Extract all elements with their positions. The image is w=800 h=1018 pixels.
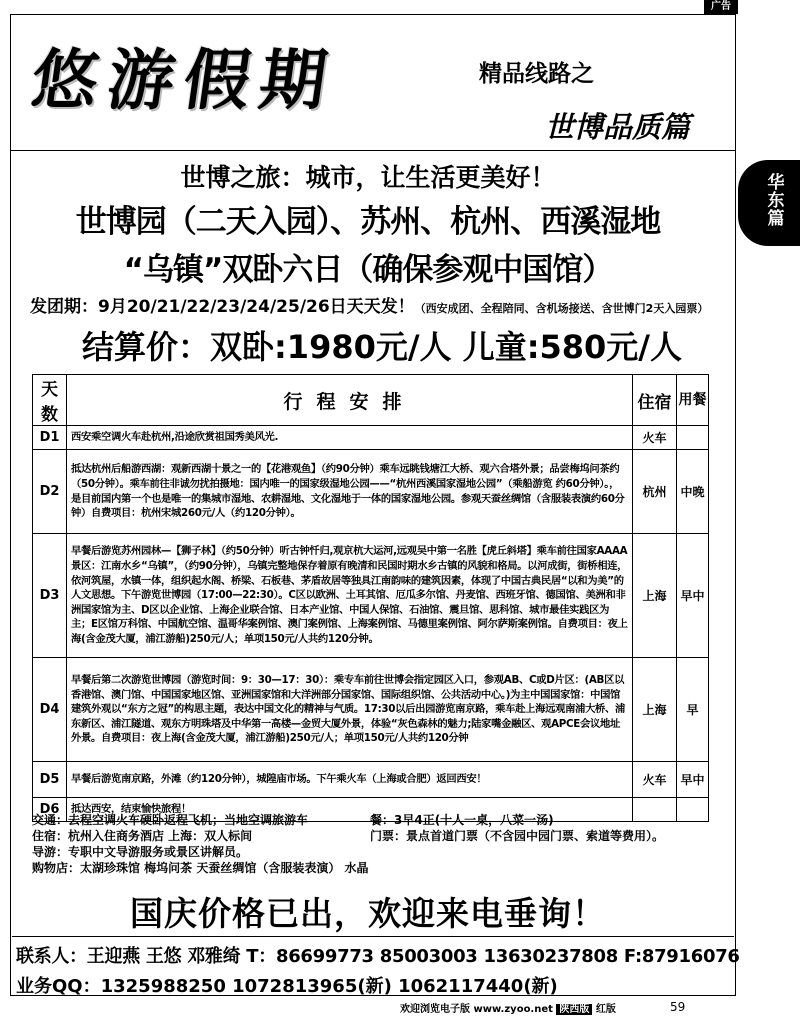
- side-tab-char: 华: [767, 173, 785, 193]
- stay-cell: 上海: [633, 534, 677, 658]
- day-cell: D6: [33, 798, 67, 822]
- departure-dates: [30, 292, 708, 317]
- meals-note: 餐：3早4正(十人一桌，八菜一汤): [370, 813, 554, 827]
- stay-cell: 杭州: [633, 450, 677, 534]
- day-cell: D1: [33, 426, 67, 450]
- table-row: [33, 534, 709, 658]
- header-plan: 行程安排: [67, 375, 633, 426]
- shopping-note: 购物店：太湖珍珠馆 梅坞问茶 天蚕丝绸馆（含服装表演） 水晶: [32, 861, 369, 875]
- side-tab-char: 篇: [767, 209, 785, 229]
- promo-banner: 国庆价格已出，欢迎来电垂询！: [130, 894, 606, 933]
- ad-tag: 广告: [704, 0, 738, 14]
- region-side-tab: [738, 160, 800, 246]
- table-header-row: [33, 375, 709, 426]
- settlement-price: 结算价：双卧:1980元/人 儿童:580元/人: [82, 328, 682, 366]
- meal-cell: 早中: [677, 534, 709, 658]
- footer-website[interactable]: 欢迎浏览电子版 www.zyoo.net: [400, 1004, 553, 1015]
- table-row: [33, 426, 709, 450]
- table-row: [33, 450, 709, 534]
- notes-row: [32, 812, 708, 828]
- header-meal: 用餐: [677, 375, 709, 426]
- footer-edition: 红版: [595, 1004, 616, 1015]
- header-series-title: 世博品质篇: [545, 110, 691, 144]
- tickets-note: 门票：景点首道门票（不含园中园门票、索道等费用）。: [370, 829, 665, 843]
- lodging-note: 住宿：杭州入住商务酒店 上海：双人标间: [32, 829, 253, 843]
- stay-cell: 上海: [633, 658, 677, 762]
- tour-title-line1: 世博园（二天入园）、苏州、杭州、西溪湿地: [75, 204, 661, 240]
- table-row: [33, 658, 709, 762]
- footer-edition-block: 陕西版: [556, 1004, 592, 1015]
- header-stay: 住宿: [633, 375, 677, 426]
- desc-cell: 西安乘空调火车赴杭州,沿途欣赏祖国秀美风光.: [67, 426, 633, 450]
- contact-info: 联系人：王迎燕 王悠 邓雅绮 T：86699773 85003003 13630237808 F:87916076: [16, 946, 740, 967]
- day-cell: D3: [33, 534, 67, 658]
- itinerary-table: [32, 374, 709, 822]
- meal-cell: 早中: [677, 762, 709, 798]
- brand-logo: 悠游假期: [26, 41, 342, 119]
- tagline: 世博之旅：城市，让生活更美好！: [180, 163, 556, 192]
- divider: [12, 936, 734, 937]
- footer: [400, 1000, 616, 1015]
- header-day: 天数: [33, 375, 67, 426]
- day-cell: D4: [33, 658, 67, 762]
- desc-cell: 早餐后游览苏州园林—【狮子林】（约50分钟）听古钟忏归,观京杭大运河,远观吴中第一名胜【虎丘斜塔】乘车前往国家AAAA景区：江南水乡“乌镇”，（约90分钟），乌镇完整地保存着原有晚清和民国时期水乡古镇的风貌和格局。以河成街，街桥相连，依河筑屋，水镇一体，组织起水阁、桥梁、石板巷、茅盾故居等独具江南韵味的建筑因素，体现了中国古典民居“以和为美”的人文思想。下午游览世博园（17:00—22:30）。C区以欧洲、土耳其馆、厄瓜多尔馆、丹麦馆、西班牙馆、德国馆、美洲和非洲国家馆为主、D区以企业馆、上海企业联合馆、日本产业馆、中国人保馆、石油馆、震旦馆、思科馆、城市最佳实践区为主；E区馆万科馆、中国航空馆、温哥华案例馆、澳门案例馆、上海案例馆、马德里案例馆、阿尔萨斯案例馆。自费项目：夜上海(含金茂大厦，浦江游船)250元/人；单项150元/人共约120分钟。: [67, 534, 633, 658]
- day-cell: D5: [33, 762, 67, 798]
- day-cell: D2: [33, 450, 67, 534]
- desc-cell: 抵达西安，结束愉快旅程！: [67, 798, 633, 822]
- table-row: [33, 762, 709, 798]
- desc-cell: 早餐后第二次游览世博园（游览时间：9：30—17：30）：乘专车前往世博会指定园区入口，参观AB、C或D片区：(AB区以香港馆、澳门馆、中国国家地区馆、亚洲国家馆和大洋洲部分国家馆、国际组织馆、公共活动中心。)为主中国国家馆：中国馆建筑外观以“东方之冠”的构思主题，表达中国文化的精神与气质。17:30以后出园游览南京路，乘车赴上海远观南浦大桥、浦东新区、浦江隧道、观东方明珠塔及中华第一高楼—金贸大厦外景，体验“灰色森林的魅力;陆家嘴金融区、观APCE会议地址外景。自费项目：夜上海(含金茂大厦，浦江游船)250元/人；单项150元/人共约120分钟: [67, 658, 633, 762]
- page-number: 59: [670, 1000, 686, 1014]
- desc-cell: 抵达杭州后船游西湖：观新西湖十景之一的【花港观鱼】（约90分钟）乘车远眺钱塘江大桥、观六合塔外景；品尝梅坞问茶约（50分钟）。乘车前往非诚勿扰拍摄地：国内唯一的国家级湿地公园——“杭州西溪国家湿地公园”（乘船游览 约60分钟）。，是目前国内第一个也是唯一的集城市湿地、农耕湿地、文化湿地于一体的国家湿地公园。参观天蚕丝绸馆（含服装表演约60分钟）自费项目：杭州宋城260元/人（约120分钟）。: [67, 450, 633, 534]
- desc-cell: 早餐后游览南京路，外滩（约120分钟），城隍庙市场。下午乘火车（上海或合肥）返回西安！: [67, 762, 633, 798]
- header: [11, 15, 735, 151]
- meal-cell: [677, 426, 709, 450]
- header-subtitle: 精品线路之: [479, 61, 594, 87]
- side-tab-char: 东: [767, 191, 785, 211]
- stay-cell: 火车: [633, 762, 677, 798]
- meal-cell: 早: [677, 658, 709, 762]
- departure-label: 发团期：9月20/21/22/23/24/25/26日天天发！: [30, 297, 415, 317]
- notes-row: [32, 828, 708, 844]
- transport-note: 交通：去程空调火车硬卧返程飞机；当地空调旅游车: [32, 813, 309, 827]
- meal-cell: 中晚: [677, 450, 709, 534]
- departure-note: （西安成团、全程陪同、含机场接送、含世博门2天入园票）: [414, 302, 709, 315]
- stay-cell: 火车: [633, 426, 677, 450]
- tour-title-line2: “乌镇”双卧六日（确保参观中国馆）: [123, 252, 613, 288]
- service-notes: [32, 812, 708, 876]
- business-qq: 业务QQ：1325988250 1072813965(新) 1062117440(新): [16, 976, 558, 997]
- guide-note: 导游：专职中文导游服务或景区讲解员。: [32, 845, 249, 859]
